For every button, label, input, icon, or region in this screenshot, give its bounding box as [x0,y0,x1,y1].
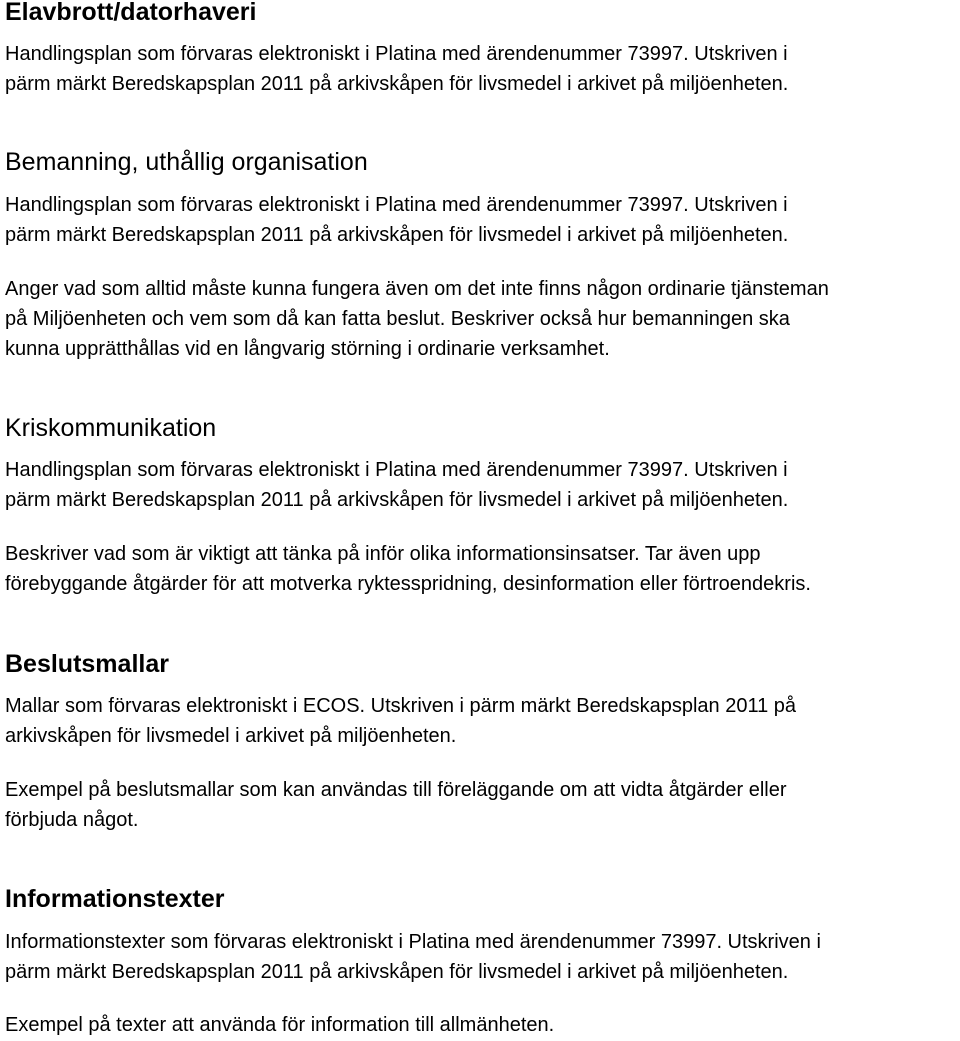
section-paragraph [5,455,960,515]
text-line: Exempel på beslutsmallar som kan användas till föreläggande om att vidta åtgärder eller [5,779,787,801]
text-line: Beskriver vad som är viktigt att tänka på inför olika informationsinsatser. Tar även upp [5,543,761,565]
text-line: kunna upprätthållas vid en långvarig störning i ordinarie verksamhet. [5,338,610,360]
text-line: Mallar som förvaras elektroniskt i ECOS. Utskriven i pärm märkt Beredskapsplan 2011 på [5,695,797,717]
text-line: Handlingsplan som förvaras elektroniskt i Platina med ärendenummer 73997. Utskriven i [5,43,788,65]
section-heading: Beslutsmallar [5,650,169,678]
section-paragraph [5,190,960,250]
text-line: arkivskåpen för livsmedel i arkivet på miljöenheten. [5,725,457,747]
section-heading: Kriskommunikation [5,414,217,442]
section-heading: Informationstexter [5,885,225,913]
text-line: pärm märkt Beredskapsplan 2011 på arkivskåpen för livsmedel i arkivet på miljöenheten. [5,73,789,95]
section-paragraph [5,39,960,99]
section-paragraph [5,274,960,364]
text-line: Handlingsplan som förvaras elektroniskt i Platina med ärendenummer 73997. Utskriven i [5,194,788,216]
text-line: Handlingsplan som förvaras elektroniskt i Platina med ärendenummer 73997. Utskriven i [5,459,788,481]
text-line: förbjuda något. [5,809,139,831]
text-line: pärm märkt Beredskapsplan 2011 på arkivskåpen för livsmedel i arkivet på miljöenheten. [5,224,789,246]
text-line: Exempel på texter att använda för information till allmänheten. [5,1014,555,1036]
text-line: på Miljöenheten och vem som då kan fatta beslut. Beskriver också hur bemanningen ska [5,308,790,330]
section-paragraph [5,691,960,751]
text-line: Anger vad som alltid måste kunna fungera även om det inte finns någon ordinarie tjänsteman [5,278,829,300]
section-paragraph [5,775,960,835]
section-paragraph [5,539,960,599]
text-line: pärm märkt Beredskapsplan 2011 på arkivskåpen för livsmedel i arkivet på miljöenheten. [5,961,789,983]
section-paragraph [5,1010,960,1040]
section-heading: Elavbrott/datorhaveri [5,0,257,26]
text-line: pärm märkt Beredskapsplan 2011 på arkivskåpen för livsmedel i arkivet på miljöenheten. [5,489,789,511]
text-line: förebyggande åtgärder för att motverka ryktesspridning, desinformation eller förtroendekris. [5,573,811,595]
section-heading: Bemanning, uthållig organisation [5,148,368,176]
section-paragraph [5,927,960,987]
text-line: Informationstexter som förvaras elektroniskt i Platina med ärendenummer 73997. Utskriven i [5,931,821,953]
